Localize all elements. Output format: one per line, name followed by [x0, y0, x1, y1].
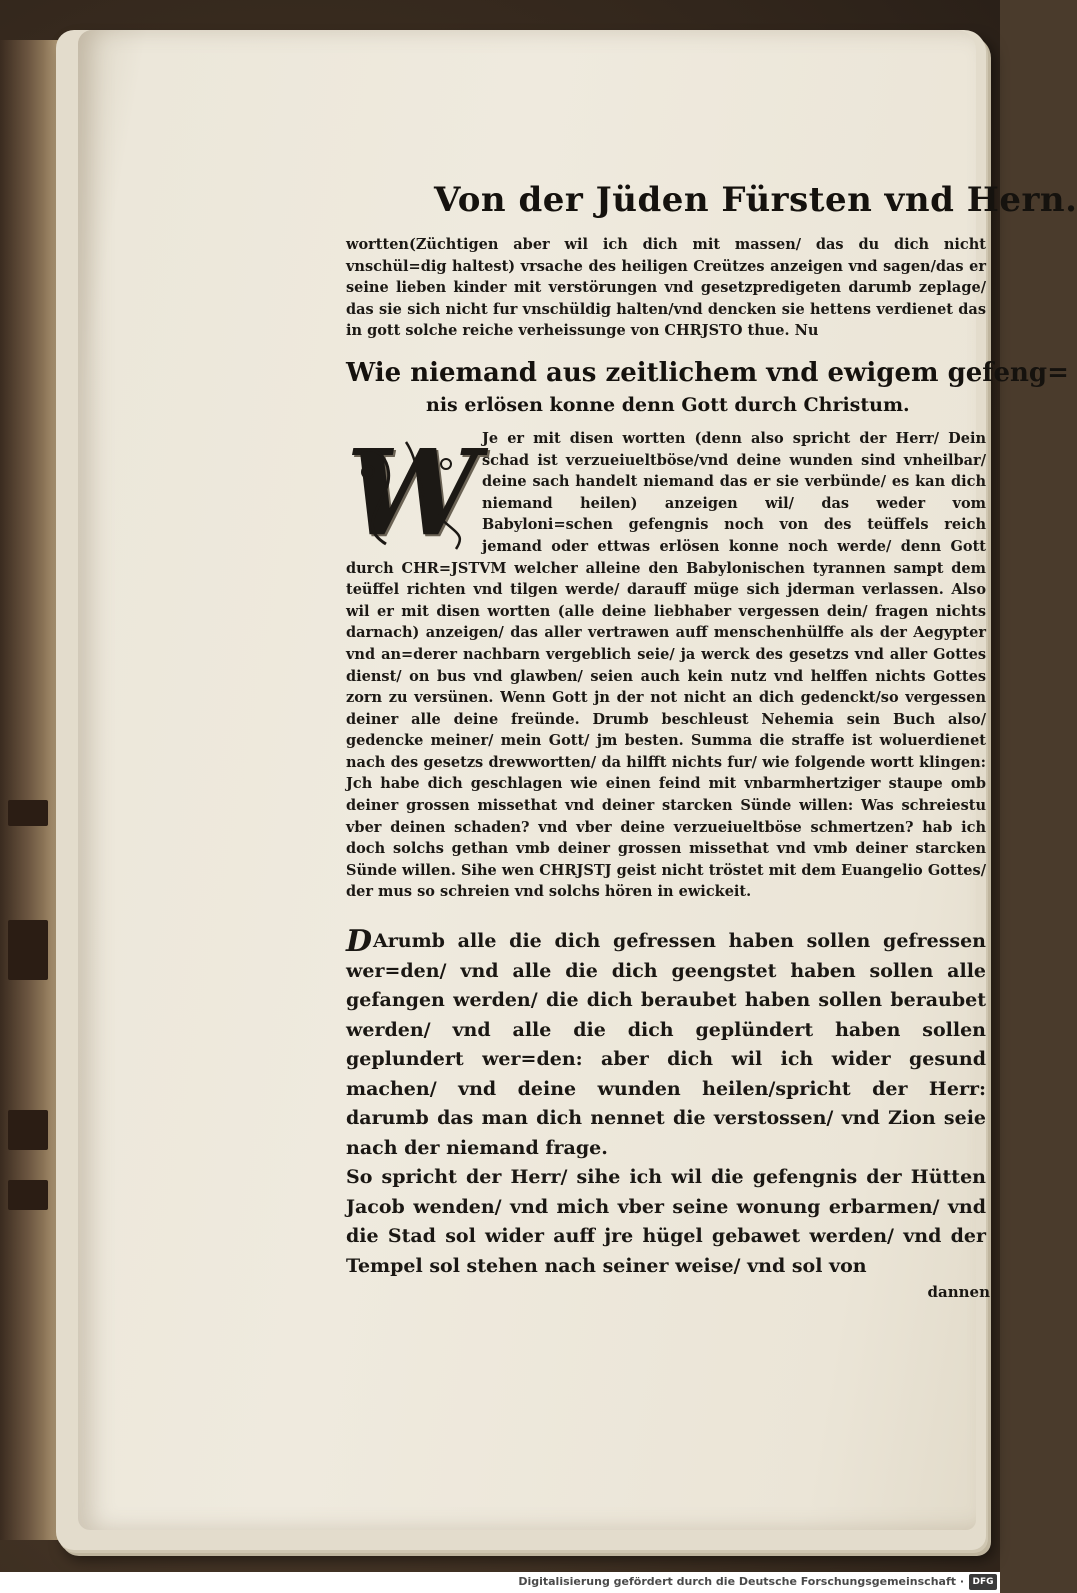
running-head: Von der Jüden Fürsten vnd Hern.: [434, 180, 1077, 220]
scripture-verse-2: So spricht der Herr/ sihe ich wil die gefengnis der Hütten Jacob wenden/ vnd mich vber seine wonung erbarmen/ vnd die Stad sol wider auff jre hügel gebawet werden/ vnd der Tempel sol stehen nach seiner weise/ vnd sol von: [346, 1166, 986, 1277]
funding-credit: Digitalisierung gefördert durch die Deutsche Forschungsgemeinschaft ·: [518, 1575, 964, 1588]
book-binding: [0, 40, 62, 1540]
catchword: dannen: [927, 1283, 990, 1301]
scripture-verse-1: [346, 924, 986, 1163]
chapter-heading: Wie niemand aus zeitlichem vnd ewigem gefeng=: [346, 357, 1069, 388]
dfg-logo-icon: DFG: [969, 1574, 997, 1590]
book-page: [78, 30, 1077, 1530]
scripture-verse-1-text: Arumb alle die dich gefressen haben sollen gefressen wer=den/ vnd alle die dich geengstet haben sollen alle gefangen werden/ die dich beraubet haben sollen beraubet werden/ vnd alle die dich geplündert haben sollen geplundert wer=den: aber dich wil ich wider gesund machen/ vnd deine wunden heilen/spricht der Herr: darumb das man dich nennet die verstossen/ vnd Zion seie nach der niemand frage.: [346, 930, 986, 1159]
decorated-initial: [346, 422, 479, 562]
footer-bar: [0, 1572, 1000, 1593]
chapter-subheading: nis erlösen konne denn Gott durch Christum.: [426, 393, 910, 416]
scripture-block: [346, 924, 986, 1281]
text-block: [346, 180, 1077, 1301]
binding-marks: [8, 800, 48, 1220]
commentary-section: [346, 422, 986, 903]
commentary-paragraph: Je er mit disen wortten (denn also spricht der Herr/ Dein schad ist verzueiueltböse/vnd deine wunden sind vnheilbar/ deine sach handelt niemand das er sie verbünde/ es kan dich niemand heilen) anzeigen wil/ das weder vom Babyloni=schen gefengnis noch von des teüffels reich jemand oder ettwas erlösen konne noch werde/ denn Gott durch CHR=JSTVM welcher alleine den Babylonischen tyrannen sampt dem teüffel richten vnd tilgen werde/ darauff müge sich jderman verlassen. Also wil er mit disen wortten (alle deine liebhaber vergessen dein/ fragen nichts darnach) anzeigen/ das aller vertrawen auff menschenhülffe als der Aegypter vnd an=derer nachbarn vergeblich seie/ ja werck des gesetzs vnd aller Gottes dienst/ on bus vnd glawben/ seien auch kein nutz vnd helffen nichts Gottes zorn zu versünen. Wenn Gott jn der not nicht an dich gedenckt/so vergessen deiner alle deine freünde. Drumb beschleust Nehemia sein Buch also/ gedencke meiner/ mein Gott/ jm besten. Summa die straffe ist woluerdienet nach des gesetzs drewwortten/ da hilfft nichts fur/ wie folgende wortt klingen: Jch habe dich geschlagen wie einen feind mit vnbarmhertziger staupe omb deiner grossen missethat vnd deiner starcken Sünde willen: Was schreiestu vber deinen schaden? vnd vber deine verzueiueltböse schmertzen? hab ich doch solchs gethan vmb deiner grossen missethat vnd vmb deiner starcken Sünde willen. Sihe wen CHRJSTJ geist nicht tröstet mit dem Euangelio Gottes/ der mus so schreien vnd solchs hören in ewickeit.: [346, 429, 986, 901]
verse-initial: D: [346, 924, 373, 960]
intro-paragraph: wortten(Züchtigen aber wil ich dich mit massen/ das du dich nicht vnschül=dig haltest) vrsache des heiligen Creützes anzeigen vnd sagen/das er seine lieben kinder mit verstörungen vnd gesetzpredigeten darumb zeplage/ das sie sich nicht fur vnschüldig halten/vnd dencken sie hettens verdienet das in gott solche reiche verheissunge von CHRJSTO thue. Nu: [346, 236, 986, 340]
decorated-initial-letter: W: [346, 422, 479, 562]
